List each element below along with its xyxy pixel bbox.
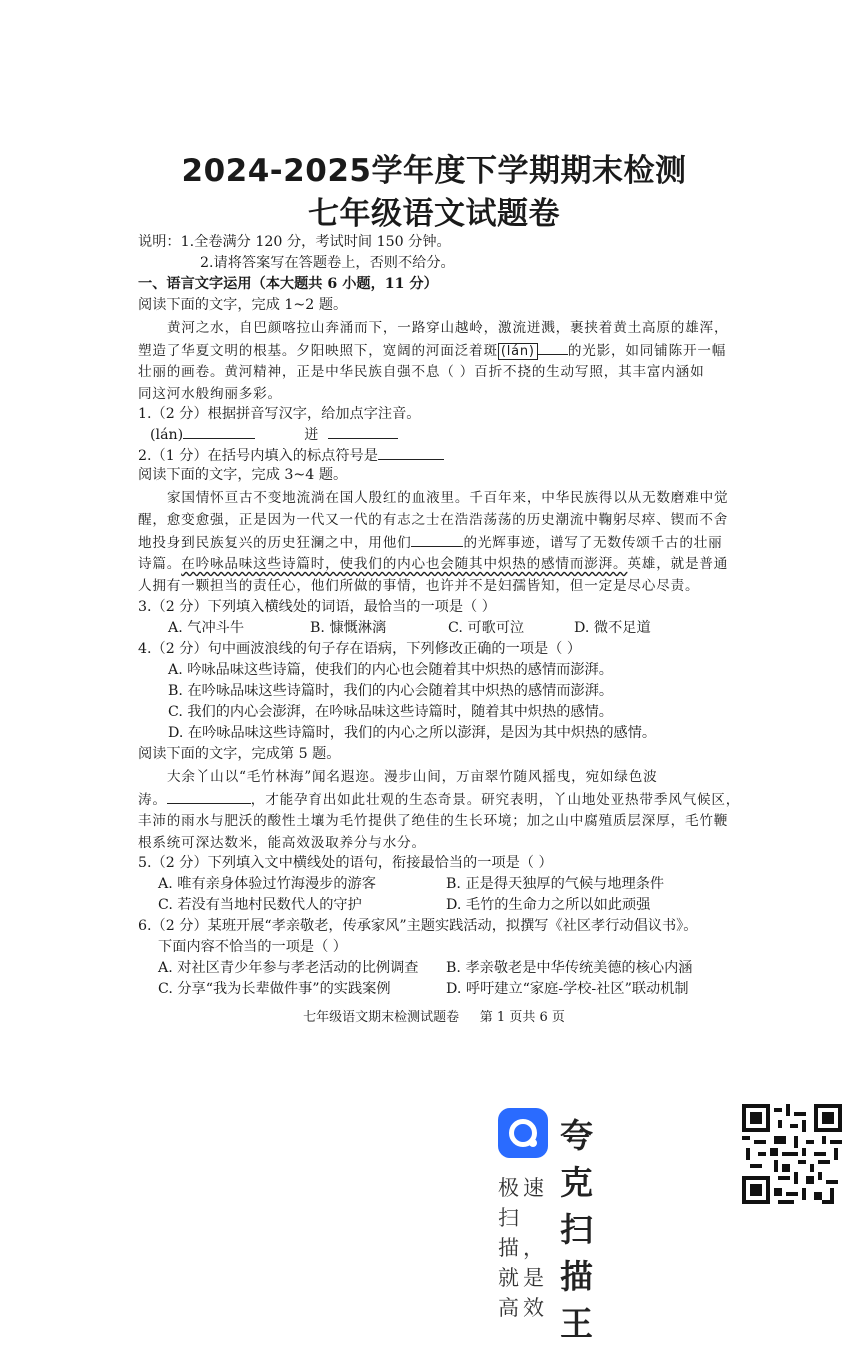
q1-char-label: 迸 (304, 427, 319, 443)
q4-option-a: A. 吟咏品味这些诗篇，使我们的内心也会随着其中炽热的感情而澎湃。 (168, 662, 613, 678)
q6-option-a: A. 对社区青少年参与孝老活动的比例调查 (158, 960, 419, 976)
passage3-line1: 大余丫山以“毛竹林海”闻名遐迩。漫步山间，万亩翠竹随风摇曳，宛如绿色波 (167, 769, 658, 785)
passage2-line1: 家国情怀亘古不变地流淌在国人殷红的血液里。千百年来，中华民族得以从无数磨难中觉 (167, 490, 729, 506)
passage2-line3-text: 地投身到民族复兴的历史狂澜之中，用他们 (138, 535, 412, 551)
q6-option-c: C. 分享“我为长辈做件事”的实践案例 (158, 981, 391, 997)
question-2 (138, 445, 444, 466)
q5-option-a: A. 唯有亲身体验过竹海漫步的游客 (158, 876, 376, 892)
passage2-line3 (138, 532, 723, 553)
question-3: 3.（2 分）下列填入横线处的词语，最恰当的一项是（ ） (138, 599, 496, 615)
q2-blank (378, 445, 444, 460)
q6-option-b: B. 孝亲敬老是中华传统美德的核心内涵 (446, 960, 693, 976)
passage1-line2-end: 的光影，如同铺陈开一幅 (567, 343, 727, 359)
q6-option-d: D. 呼吁建立“家庭-学校-社区”联动机制 (446, 981, 689, 997)
q3-option-c: C. 可歌可泣 (448, 620, 525, 636)
wavy-sentence: 在吟咏品味这些诗篇时，使我们的内心也会随其中炽热的感情而澎湃。 (181, 556, 628, 572)
q4-option-d: D. 在吟咏品味这些诗篇时，我们的内心之所以澎湃，是因为其中炽热的感情。 (168, 725, 657, 741)
passage2-line5: 人拥有一颗担当的责任心，他们所做的事情，也许并不是妇孺皆知，但一定是尽心尽责。 (138, 578, 700, 594)
passage3-line3: 丰沛的雨水与肥沃的酸性土壤为毛竹提供了绝佳的生长环境；加之山中腐殖质层深厚，毛竹鞭 (138, 813, 729, 829)
passage2-line4 (138, 554, 728, 574)
passage2-line4-start: 诗篇。 (138, 556, 182, 572)
blank-lan (538, 340, 568, 355)
passage2-blank (411, 532, 463, 547)
passage2-line4-end: 英雄，就是普通 (627, 556, 729, 572)
q5-option-b: B. 正是得天独厚的气候与地理条件 (446, 876, 665, 892)
passage3-blank (167, 789, 251, 804)
passage1-line4: 同这河水般绚丽多彩。 (138, 386, 282, 402)
qr-code-icon (742, 1104, 842, 1204)
brand-slogan: 极速扫描，就是高效 (498, 1176, 548, 1320)
q3-option-d: D. 微不足道 (574, 620, 651, 636)
question-2-text: 2.（1 分）在括号内填入的标点符号是 (138, 448, 378, 464)
section-heading: 一、语言文字运用（本大题共 6 小题，11 分） (138, 276, 438, 292)
passage1-line2-text: 塑造了华夏文明的根基。夕阳映照下，宽阔的河面泛着斑 (138, 343, 498, 359)
pinyin-lan: (lán) (498, 343, 538, 360)
question-6-cont: 下面内容不恰当的一项是（ ） (158, 939, 347, 955)
q1-blank-a (183, 424, 255, 439)
reading-intro-2: 阅读下面的文字，完成 3~4 题。 (138, 467, 348, 483)
exam-title-line2: 七年级语文试题卷 (308, 196, 560, 232)
passage3-line4: 根系统可深达数米，能高效汲取养分与水分。 (138, 835, 426, 851)
reading-intro-3: 阅读下面的文字，完成第 5 题。 (138, 746, 341, 762)
q5-option-d: D. 毛竹的生命力之所以如此顽强 (446, 897, 651, 913)
passage2-line2: 醒，愈变愈强，正是因为一代又一代的有志之士在浩浩荡荡的历史潮流中鞠躬尽瘁、锲而不舍 (138, 512, 729, 528)
brand-name: 夸克扫描王 (560, 1116, 595, 1343)
quark-logo-icon (498, 1108, 548, 1158)
q4-option-c: C. 我们的内心会澎湃，在吟咏品味这些诗篇时，随着其中炽热的感情。 (168, 704, 613, 720)
passage3-line2-start: 涛。 (138, 792, 167, 808)
q4-option-b: B. 在吟咏品味这些诗篇时，我们的内心会随着其中炽热的感情而澎湃。 (168, 683, 614, 699)
passage1-line3: 壮丽的画卷。黄河精神，正是中华民族自强不息（ ）百折不挠的生动写照，其丰富内涵如 (138, 364, 705, 380)
passage3-line2-end: ，才能孕育出如此壮观的生态奇景。研究表明，丫山地处亚热带季风气候区， (250, 792, 741, 808)
question-4: 4.（2 分）句中画波浪线的句子存在语病，下列修改正确的一项是（ ） (138, 641, 582, 657)
q5-option-c: C. 若没有当地村民数代人的守护 (158, 897, 362, 913)
passage2-line3-end: 的光辉事迹，谱写了无数传颂千古的壮丽 (463, 535, 723, 551)
question-5: 5.（2 分）下列填入文中横线处的语句，衔接最恰当的一项是（ ） (138, 855, 553, 871)
q3-option-a: A. 气冲斗牛 (168, 620, 245, 636)
exam-title-line1: 2024-2025学年度下学期期末检测 (181, 153, 687, 189)
q1-pinyin-label: (lán) (150, 427, 184, 443)
reading-intro-1: 阅读下面的文字，完成 1~2 题。 (138, 297, 348, 313)
q3-option-b: B. 慷慨淋漓 (310, 620, 387, 636)
question-6: 6.（2 分）某班开展“孝亲敬老，传承家风”主题实践活动，拟撰写《社区孝行动倡议书》。 (138, 918, 698, 934)
question-1: 1.（2 分）根据拼音写汉字，给加点字注音。 (138, 406, 421, 422)
instructions-1: 说明：1.全卷满分 120 分，考试时间 150 分钟。 (138, 234, 451, 250)
passage1-line1: 黄河之水，自巴颜喀拉山奔涌而下，一路穿山越岭，激流迸溅，裹挟着黄土高原的雄浑， (167, 320, 729, 336)
page-footer: 七年级语文期末检测试题卷 第 1 页共 6 页 (303, 1010, 565, 1025)
instructions-2: 2.请将答案写在答题卷上，否则不给分。 (200, 255, 455, 271)
passage1-line2 (138, 340, 726, 361)
passage3-line2 (138, 789, 740, 810)
question-1-answers (150, 424, 398, 445)
q1-blank-b (328, 424, 398, 439)
